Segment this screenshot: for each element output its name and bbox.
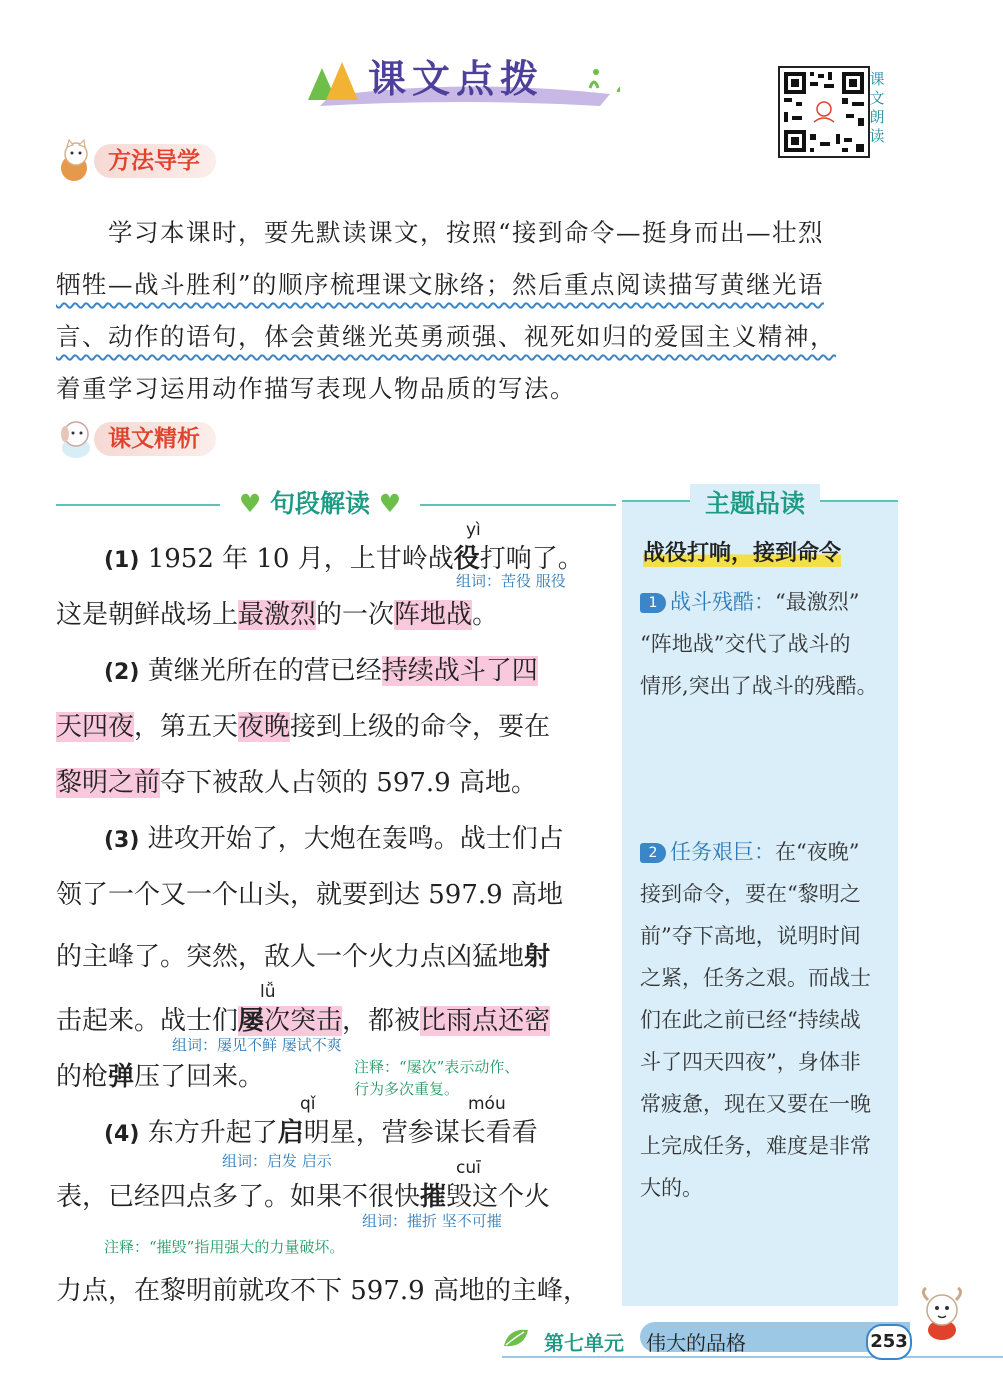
p1-num: (1) (104, 548, 140, 573)
p3-line-4 (56, 1000, 550, 1037)
pinyin-qi: qǐ (300, 1094, 316, 1114)
right-subtitle: 主题品读 (690, 484, 820, 524)
theme-title: 战役打响，接到命令 (643, 536, 841, 567)
qr-label: 课文朗读 (869, 70, 885, 145)
p2-line-1-a: 黄继光所在的营已经 (147, 656, 382, 686)
p1-hl-2: 阵地战 (394, 600, 473, 630)
theme-item-2-head (640, 836, 859, 866)
theme-item-2-label: 任务艰巨： (670, 840, 775, 864)
badge-2-icon: 2 (640, 843, 666, 863)
zuci-cui: 组词：摧折 坚不可摧 (362, 1212, 502, 1230)
p3-line-5 (56, 1056, 264, 1093)
sprout-icon: ♥ (238, 489, 262, 518)
p3-line-2: 领了一个又一个山头，就要到达 597.9 高地 (56, 880, 563, 910)
p3-line-1 (104, 818, 564, 855)
p1-hl-1: 最激烈 (238, 600, 317, 630)
p2-hl-4: 黎明之前 (56, 768, 161, 798)
p4-line-3: 力点，在黎明前就攻不下 597.9 高地的主峰， (56, 1276, 589, 1306)
p1-keychar: 役 (453, 544, 480, 574)
p3-line-1-text: 进攻开始了，大炮在轰鸣。战士们占 (147, 824, 564, 854)
theme-item-2-line-1: 在“夜晚” (775, 840, 860, 864)
method-line-3 (56, 318, 898, 353)
p2-hl-2: 天四夜 (56, 712, 135, 742)
p4-line-1-b: 明星，营参 (303, 1118, 434, 1148)
theme-item-2-line-6: 斗了四天四夜”，身体非 (640, 1050, 861, 1074)
p1-line-2 (56, 594, 498, 631)
page-title: 课文点拨 (368, 57, 545, 101)
p4-line-2-a: 表，已经四点多了。如果不很快 (56, 1182, 421, 1212)
p3-bold-lv: 屡 (238, 1006, 265, 1036)
method-section-heading (54, 138, 254, 184)
p4-bold-qi: 启 (277, 1118, 304, 1148)
zuci-yi: 组词：苦役 服役 (456, 572, 566, 590)
p1-line-1-a: 1952 年 10 月，上甘岭战 (147, 544, 454, 574)
badge-1-icon: 1 (640, 593, 666, 613)
method-line-2 (56, 266, 898, 301)
goat-mascot-icon (912, 1286, 972, 1342)
p1-line-2-b: 的一次 (316, 600, 395, 630)
note-lv-line-1: 注释：“屡次”表示动作、 (354, 1058, 520, 1076)
left-subtitle (220, 484, 420, 524)
method-line-1-text: 学习本课时，要先默读课文，按照“接到命令—挺身而出—壮烈 (108, 218, 825, 247)
p3-bold-dan: 弹 (108, 1062, 135, 1092)
method-line-2-text: 牺牲—战斗胜利”的顺序梳理课文脉络；然后重点阅读描写黄继光语 (56, 270, 825, 299)
analysis-heading-label: 课文精析 (94, 422, 216, 456)
method-heading-label: 方法导学 (94, 144, 216, 178)
note-lv-line-2: 行为多次重复。 (354, 1080, 460, 1098)
theme-item-2-line-9: 大的。 (640, 1176, 703, 1200)
p3-line-3 (56, 936, 550, 973)
p4-line-2-b: 毁这个火 (446, 1182, 551, 1212)
p3-line-3-a: 的主峰了。突然，敌人一个火力点凶猛地 (56, 942, 525, 972)
p3-bold-she: 射 (524, 942, 551, 972)
theme-item-1-line-2: “阵地战”交代了战斗的 (640, 632, 851, 656)
method-line-1 (56, 214, 898, 249)
theme-item-2-line-5: 们在此之前已经“持续战 (640, 1008, 861, 1032)
qr-code-icon[interactable] (778, 66, 870, 158)
p4-line-1 (104, 1112, 538, 1149)
note-cui: 注释：“摧毁”指用强大的力量破坏。 (104, 1238, 345, 1256)
pinyin-cui: cuī (456, 1158, 481, 1178)
p3-num: (3) (104, 828, 140, 853)
pinyin-mou: móu (468, 1094, 506, 1114)
p4-bold-cui: 摧 (420, 1182, 447, 1212)
theme-item-2-line-7: 常疲惫，现在又要在一晚 (640, 1092, 871, 1116)
p2-line-2-b: 接到上级的命令，要在 (290, 712, 551, 742)
left-subtitle-text: 句段解读 (269, 489, 370, 518)
p2-num: (2) (104, 660, 140, 685)
p2-line-2 (56, 706, 550, 743)
p3-line-4-a: 击起来。战士们 (56, 1006, 239, 1036)
p3-hl-2: 比雨点还密 (420, 1006, 551, 1036)
theme-item-2-line-8: 上完成任务，难度是非常 (640, 1134, 871, 1158)
p1-line-1-b: 打响了。 (479, 544, 584, 574)
leaf-icon (502, 1326, 532, 1350)
p3-line-5-a: 的枪 (56, 1062, 109, 1092)
method-line-4-text: 着重学习运用动作描写表现人物品质的写法。 (56, 374, 576, 403)
p3-hl-1 (238, 1006, 342, 1036)
pinyin-yi: yì (466, 520, 481, 540)
zuci-lv: 组词：屡见不鲜 屡试不爽 (172, 1036, 342, 1054)
theme-item-1-line-1: “最激烈” (775, 590, 860, 614)
page-number: 253 (866, 1324, 912, 1360)
p4-mou: 谋 (433, 1118, 460, 1148)
theme-item-2-line-2: 接到命令，要在“黎明之 (640, 882, 861, 906)
footer-line (502, 1356, 1003, 1358)
p1-line-2-c: 。 (472, 600, 499, 630)
p2-line-2-a: ，第五天 (134, 712, 239, 742)
p2-hl-3: 夜晚 (238, 712, 291, 742)
theme-item-2-line-3: 前”夺下高地，说明时间 (640, 924, 861, 948)
p3-hl-1-text: 次突击 (264, 1006, 343, 1036)
p2-line-1 (104, 650, 538, 687)
pinyin-lv: lǚ (260, 982, 276, 1002)
method-line-3-text: 言、动作的语句，体会黄继光英勇顽强、视死如归的爱国主义精神， (56, 322, 836, 351)
p3-line-5-b: 压了回来。 (134, 1062, 265, 1092)
p4-line-2 (56, 1176, 550, 1213)
zuci-qi: 组词：启发 启示 (222, 1152, 332, 1170)
p4-line-1-a: 东方升起了 (147, 1118, 278, 1148)
p3-line-4-b: ，都被 (342, 1006, 421, 1036)
footer-topic: 伟大的品格 (646, 1331, 746, 1355)
p4-num: (4) (104, 1122, 140, 1147)
analysis-section-heading (54, 416, 254, 462)
method-line-4 (56, 370, 898, 405)
theme-item-2-line-4: 之紧，任务之艰。而战士 (640, 966, 871, 990)
sprout-icon: ♥ (378, 489, 402, 518)
footer-unit: 第七单元 (544, 1331, 624, 1355)
theme-item-1-head (640, 586, 859, 616)
p1-line-2-a: 这是朝鲜战场上 (56, 600, 239, 630)
p2-line-3 (56, 762, 537, 799)
theme-item-1-label: 战斗残酷： (670, 590, 775, 614)
p2-hl-1: 持续战斗了四 (381, 656, 538, 686)
p4-line-1-d: 长看看 (459, 1118, 538, 1148)
p2-line-3-a: 夺下被敌人占领的 597.9 高地。 (160, 768, 537, 798)
theme-item-1-line-3: 情形,突出了战斗的残酷。 (640, 674, 878, 698)
